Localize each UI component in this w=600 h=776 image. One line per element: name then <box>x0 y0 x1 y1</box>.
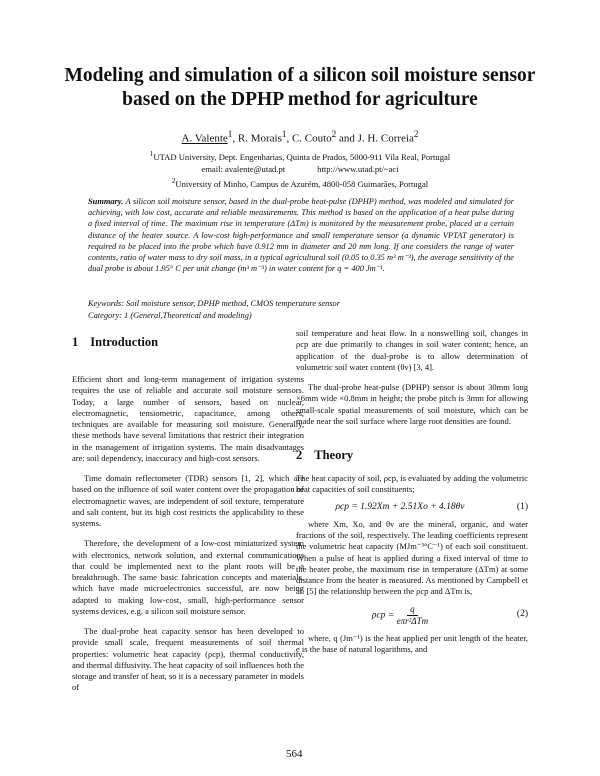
section-title: Introduction <box>90 335 159 349</box>
section-number: 2 <box>296 448 303 462</box>
author-separator: and <box>336 132 358 145</box>
affiliation-2 <box>60 175 540 190</box>
affil-text: UTAD University, Dept. Engenharias, Quinta de Prados, 5000-911 Vila Real, Portugal <box>153 151 451 162</box>
paragraph: where, q (Jm⁻¹) is the heat applied per unit length of the heater, e is the base of natural logarithms, and <box>296 632 528 654</box>
paragraph: The dual-probe heat-pulse (DPHP) sensor is about 30mm long ×6mm wide ×0.8mm in height; the probe pitch is 3mm for allowing small-scale spatial measurements of soil moisture, which can be made near the soil surface where large root densities are found. <box>296 382 528 426</box>
paragraph: The dual-probe heat capacity sensor has been developed to provide small scale, frequent measurements of soil thermal properties: volumetric heat capacity (ρcp), thermal conductivity, and thermal diffusivity. The heat capacity of soil influences both the storage and transfer of heat, so it is a necessary parameter in models of <box>72 626 304 693</box>
abstract-label: Summary. <box>88 197 124 206</box>
equation-fraction <box>397 604 429 627</box>
paper-title: Modeling and simulation of a silicon soil moisture sensor based on the DPHP method for agriculture <box>64 65 536 110</box>
fraction-numerator: q <box>407 604 418 616</box>
paragraph: soil temperature and heat flow. In a nonswelling soil, changes in ρcp are due primarily to changes in soil water content; hence, an application of the dual-probe is to allow determination of volumetric soil water content (θv) [3, 4]. <box>296 328 528 372</box>
affiliation-1 <box>60 148 540 163</box>
left-column <box>72 334 304 694</box>
author-name: A. Valente <box>181 132 228 145</box>
contact-line <box>60 163 540 175</box>
author-affil-sup: 1 <box>281 129 287 139</box>
equation-body <box>296 604 504 627</box>
equation-lhs: ρcp = <box>371 610 395 621</box>
author-affil-sup: 1 <box>227 129 233 139</box>
section-title: Theory <box>314 448 354 462</box>
abstract <box>88 196 514 274</box>
website-link[interactable]: http://www.utad.pt/~aci <box>317 163 399 174</box>
author-separator: , <box>286 132 292 145</box>
equation-number: (1) <box>516 501 528 512</box>
author-name: C. Couto <box>291 132 332 145</box>
author-affil-sup: 2 <box>413 129 419 139</box>
paragraph: Efficient short and long-term management of irrigation systems requires the use of reliable and accurate soil moisture sensors. Today, a large number of sensors, based on nuclear, electromagnetic, tensiometric, capacitance, among others, techniques are available for measuring soil moisture. Generally, these methods have several limitations that restrict their integration in the management of irrigation systems. The main disadvantages are: soil dependency, inaccuracy and high-cost sensors. <box>72 374 304 463</box>
fraction-denominator: eπr²ΔTm <box>396 615 429 626</box>
equation-number: (2) <box>516 609 528 620</box>
affil-sup: 2 <box>171 176 176 185</box>
equation-1 <box>296 502 528 513</box>
paragraph: Therefore, the development of a low-cost miniaturized system with electronics, network solution, and external communications that could be implemented next to the plant roots will be a breakthrough. The same basic fabrication concepts and materials, which have made microelectronics successful, are now being adapted to making low-cost, small, high-performance sensor systems devices, e.g. a silicon soil moisture sensor. <box>72 538 304 616</box>
affiliations <box>60 148 540 190</box>
section-number: 1 <box>72 335 79 349</box>
author-separator: , <box>232 132 238 145</box>
page-number: 564 <box>286 748 303 760</box>
paragraph: Time domain reflectometer (TDR) sensors [1, 2], which are based on the influence of soil water content over the propagation of electromagnetic waves, are independent of soil texture, temperature and salt content, but its high cost restricts the applicability to these systems. <box>72 473 304 528</box>
email-text[interactable]: email: avalente@utad.pt <box>201 163 286 174</box>
keywords: Keywords: Soil moisture sensor, DPHP method, CMOS temperature sensor <box>88 299 341 308</box>
category: Category: 1 (General,Theoretical and modeling) <box>88 310 252 320</box>
paragraph: where Xm, Xo, and θv are the mineral, organic, and water fractions of the soil, respectively. The leading coefficients represent the volumetric heat capacity (MJm⁻³°C⁻¹) of each soil constituent. When a pulse of heat is applied during a fixed interval of time to the heater probe, the maximum rise in temperature (ΔTm) at some distance from the heater is measured. As mentioned by Campbell et al. [5] the relationship between the ρcp and ΔTm is, <box>296 518 528 597</box>
affil-text: University of Minho, Campus de Azurém, 4800-058 Guimarães, Portugal <box>175 178 429 189</box>
author-affil-sup: 2 <box>331 129 337 139</box>
paragraph: The heat capacity of soil, ρcp, is evaluated by adding the volumetric heat capacities of soil constituents; <box>296 473 529 495</box>
section-heading-theory <box>296 447 528 463</box>
equation-body: ρcp = 1.92Xm + 2.51Xo + 4.18θv <box>335 501 465 512</box>
author-name: J. H. Correia <box>357 132 414 145</box>
equation-2 <box>296 604 528 627</box>
section-heading-introduction <box>72 334 304 350</box>
affil-sup: 1 <box>149 150 154 158</box>
author-name: R. Morais <box>237 132 282 145</box>
keywords-block <box>88 298 514 321</box>
author-list <box>40 127 560 146</box>
right-column <box>296 328 528 655</box>
abstract-text: A silicon soil moisture sensor, based in the dual-probe heat-pulse (DPHP) method, was modeled and simulated for achieving, with low cost, accurate and reliable measurements. This method is based on the application of a heat pulse during a fixed interval of time. The maximum rise in temperature (ΔTm) is monitored by the measurement probe, placed at a certain distance of the heater source. A low-cost high-performance and small temperature sensor (a dynamic VPTAT generator) is required to be placed into the probe which have 0.912 mm in diameter and 20 mm long. If one considers the range of water contents, ratio of water mass to dry soil mass, in a typical agricultural soil (0.05 to 0.35 m³ m⁻³), the average sensitivity of the dual probe is about 1.95° C per unit change (m³ m⁻³) in water content for q = 400 Jm⁻¹. <box>88 197 514 274</box>
